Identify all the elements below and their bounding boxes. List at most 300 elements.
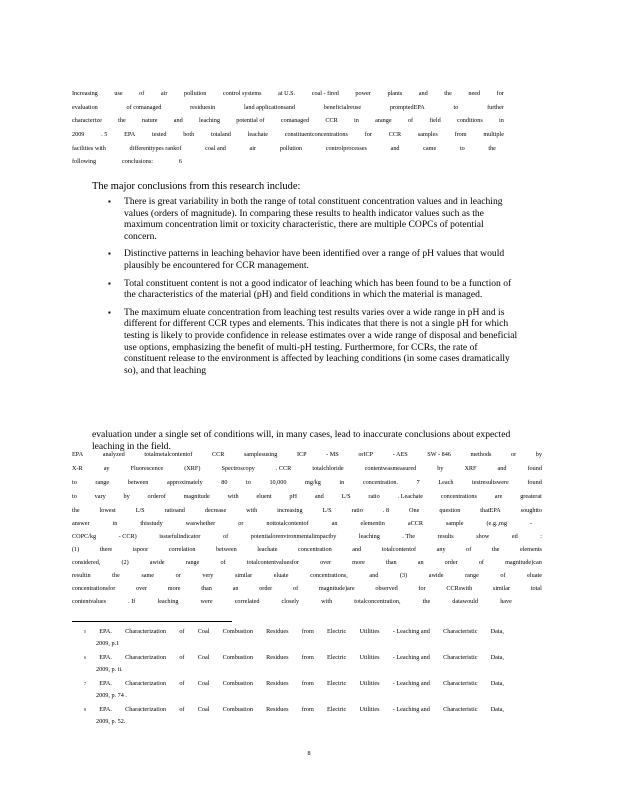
- word: Characterization: [125, 706, 167, 713]
- word: at U.S.: [278, 90, 296, 97]
- word: magnitude)can: [505, 559, 542, 566]
- word: between: [216, 546, 237, 553]
- word: constituentconcentrations: [284, 131, 348, 138]
- word: totalchloride: [312, 465, 344, 472]
- footnote-number: 7: [84, 681, 86, 686]
- word: range: [95, 479, 110, 486]
- intro-line: [72, 145, 496, 153]
- footnote-line: [84, 706, 504, 714]
- word: the: [488, 145, 496, 152]
- analysis-line: [72, 533, 542, 541]
- conclusion-item: [108, 307, 518, 377]
- word: of: [179, 628, 185, 635]
- word: and: [314, 493, 324, 500]
- conclusions-list: [108, 196, 518, 382]
- word: residuesin: [190, 104, 216, 111]
- word: 80: [221, 479, 228, 486]
- word: datawould: [452, 598, 479, 605]
- word: -: [529, 520, 532, 527]
- word: same: [141, 572, 155, 579]
- word: . The: [402, 533, 415, 540]
- word: Utilities: [359, 628, 380, 635]
- word: methods: [470, 451, 492, 458]
- word: (e.g.,mg: [486, 520, 507, 527]
- word: have: [500, 598, 512, 605]
- word: air: [249, 145, 257, 152]
- word: from: [301, 628, 314, 635]
- word: awide: [428, 572, 444, 579]
- word: Characteristic: [443, 654, 478, 661]
- word: X-R: [72, 465, 83, 472]
- word: Data,: [490, 706, 504, 713]
- word: question: [439, 507, 461, 514]
- word: of: [292, 585, 299, 592]
- word: leaching: [198, 117, 220, 124]
- word: eluate: [527, 572, 542, 579]
- word: - Leaching and: [392, 680, 430, 687]
- word: XRF: [464, 465, 477, 472]
- word: elementin: [360, 520, 385, 527]
- word: ICP: [296, 451, 307, 458]
- word: greaterat: [520, 493, 542, 500]
- word: very: [202, 572, 214, 579]
- word: between: [127, 479, 149, 486]
- word: - Leaching and: [392, 706, 430, 713]
- word: are: [494, 493, 503, 500]
- word: to: [453, 104, 459, 111]
- word: were: [200, 598, 213, 605]
- analysis-line: [72, 507, 542, 515]
- conclusion-item: [108, 278, 518, 301]
- footnote-line-2: [96, 666, 123, 674]
- word: nature: [142, 117, 158, 124]
- footnote-line-2: [96, 692, 127, 700]
- intro-line: [72, 131, 504, 139]
- word: waswhether: [185, 520, 216, 527]
- word: land applicationsand: [243, 104, 295, 111]
- intro-line: [72, 104, 504, 112]
- word: show: [476, 533, 490, 540]
- word: Electric: [327, 706, 347, 713]
- word: leaching: [157, 598, 179, 605]
- conclusion-text: The maximum eluate concentration from leaching test results varies over a wide range in pH and is different for different CCR types and elements. This indicates that there is not a single pH for which testing is likely to provide confidence in release estimates over a wide range of disposal and beneficial use options, emphasizing the benefit of multi-pH testing. Furthermore, for CCRs, the rate of constituent release to the environment is affected by leaching conditions (in some cases dramatically so), and that leaching: [124, 306, 518, 376]
- word: promptedEPA: [389, 104, 425, 111]
- footnote-divider: [72, 621, 232, 622]
- word: Data,: [490, 654, 504, 661]
- word: with: [246, 507, 258, 514]
- word: came: [423, 145, 437, 152]
- footnote-line-2: [96, 718, 125, 726]
- word: Characteristic: [443, 680, 478, 687]
- word: from: [301, 654, 314, 661]
- word: and: [352, 546, 362, 553]
- word: Combustion: [222, 654, 253, 661]
- word: L/S: [322, 507, 332, 514]
- word: power: [355, 90, 371, 97]
- word: 6: [178, 158, 182, 165]
- word: both: [183, 131, 195, 138]
- intro-line: [72, 90, 504, 98]
- word: in: [354, 117, 359, 124]
- word: lowest: [99, 507, 116, 514]
- word: tested: [151, 131, 167, 138]
- word: Coal: [197, 654, 210, 661]
- word: Utilities: [359, 706, 380, 713]
- analysis-line: [72, 465, 542, 473]
- word: from: [454, 131, 467, 138]
- word: similar: [234, 572, 253, 579]
- word: the: [118, 117, 126, 124]
- word: One: [409, 507, 420, 514]
- word: found: [527, 479, 542, 486]
- word: ratio: [351, 507, 363, 514]
- analysis-line: [72, 585, 542, 593]
- word: Coal: [197, 680, 210, 687]
- word: Electric: [327, 680, 347, 687]
- word: contentvalues: [72, 598, 107, 605]
- word: . Leachate: [397, 493, 423, 500]
- word: following: [72, 158, 97, 165]
- analysis-line: [72, 493, 542, 501]
- word: magnitude: [183, 493, 210, 500]
- word: and: [173, 117, 183, 124]
- word: range: [185, 559, 200, 566]
- word: Combustion: [222, 706, 253, 713]
- word: and: [497, 465, 507, 472]
- word: field: [429, 117, 441, 124]
- word: leaching: [358, 533, 380, 540]
- word: leachate: [247, 131, 268, 138]
- word: pollution: [279, 145, 303, 152]
- word: totalcontentvaluesfor: [246, 559, 299, 566]
- word: and: [369, 572, 379, 579]
- word: pollution: [183, 90, 207, 97]
- word: use: [114, 90, 123, 97]
- word: there: [99, 546, 113, 553]
- word: magnitude)are: [318, 585, 355, 592]
- word: for: [496, 90, 504, 97]
- word: Characteristic: [443, 706, 478, 713]
- word: soughtto: [520, 507, 542, 514]
- word: Spectroscopy: [221, 465, 255, 472]
- word: in: [112, 520, 118, 527]
- word: leachate: [257, 546, 278, 553]
- word: ay: [103, 465, 110, 472]
- word: CCR: [325, 117, 338, 124]
- word: of comanaged: [126, 104, 162, 111]
- word: evaluation: [72, 104, 98, 111]
- word: eluent: [256, 493, 272, 500]
- word: more: [352, 559, 365, 566]
- word: by: [123, 493, 130, 500]
- word: more: [167, 585, 181, 592]
- word: answer: [72, 520, 90, 527]
- analysis-line: [72, 479, 542, 487]
- analysis-line: [72, 598, 512, 606]
- word: thisstudy: [140, 520, 163, 527]
- word: ratio: [368, 493, 380, 500]
- bullet-icon: ▪: [108, 249, 111, 259]
- conclusions-heading: The major conclusions from this research include:: [92, 181, 301, 192]
- footnote-line-2: [96, 640, 119, 648]
- word: EPA.: [99, 654, 112, 661]
- footnote-line: [84, 628, 504, 636]
- footnote-number: 8: [84, 707, 86, 712]
- word: EPA.: [99, 680, 112, 687]
- word: Characterization: [125, 628, 167, 635]
- conclusion-text: Total constituent content is not a good indicator of leaching which has been found to be a function of the characteristics of the material (pH) and field conditions in which the material is managed.: [124, 277, 512, 301]
- word: of: [179, 706, 185, 713]
- word: of: [139, 90, 145, 97]
- word: the: [444, 90, 452, 97]
- word: vary: [94, 493, 106, 500]
- word: concentrations,: [310, 572, 348, 579]
- word: Data,: [490, 628, 504, 635]
- word: CCRswith: [446, 585, 473, 592]
- word: beneficialreuse: [323, 104, 362, 111]
- word: coal - fired: [311, 90, 339, 97]
- word: of: [478, 559, 484, 566]
- word: observed: [375, 585, 398, 592]
- word: Residues: [266, 628, 289, 635]
- footnote-source: 2009, p. 74 .: [96, 692, 127, 699]
- word: for: [418, 585, 426, 592]
- word: control systems: [222, 90, 262, 97]
- word: of: [466, 546, 472, 553]
- bullet-continuation: evaluation under a single set of conditions will, in many cases, lead to inaccurate conclusions about expected leaching in the field.: [92, 429, 511, 452]
- word: 2009: [72, 131, 85, 138]
- word: than: [385, 559, 397, 566]
- word: over: [320, 559, 332, 566]
- word: plants: [387, 90, 403, 97]
- word: - Leaching and: [392, 628, 430, 635]
- word: found: [527, 465, 542, 472]
- conclusion-text: Distinctive patterns in leaching behavior have been identified over a range of pH values that would plausibly be encountered for CCR management.: [124, 248, 505, 271]
- word: increasing: [277, 507, 303, 514]
- word: differenttypes rankof: [129, 145, 182, 152]
- word: of: [223, 533, 229, 540]
- word: ispoor: [132, 546, 149, 553]
- word: or: [238, 520, 244, 527]
- word: awide: [149, 559, 165, 566]
- word: conclusions:: [122, 158, 153, 165]
- word: EPA.: [99, 706, 112, 713]
- intro-line: [72, 158, 182, 166]
- word: totaland: [210, 131, 231, 138]
- word: - AES: [392, 451, 408, 458]
- word: in: [499, 117, 504, 124]
- word: totalconcentration,: [354, 598, 401, 605]
- word: from: [301, 680, 314, 687]
- word: the: [491, 546, 500, 553]
- word: Utilities: [359, 654, 380, 661]
- word: air: [160, 90, 168, 97]
- word: analyzed: [102, 451, 125, 458]
- word: with: [321, 598, 333, 605]
- word: elements: [519, 546, 542, 553]
- word: pH: [289, 493, 297, 500]
- word: issuefulindicator: [159, 533, 201, 540]
- word: (XRF): [184, 465, 201, 472]
- word: need: [468, 90, 481, 97]
- word: order: [444, 559, 458, 566]
- word: (3): [399, 572, 408, 579]
- word: orderof: [147, 493, 166, 500]
- word: . If: [128, 598, 136, 605]
- word: of: [500, 572, 506, 579]
- word: Leach: [438, 479, 454, 486]
- word: considered,: [72, 559, 101, 566]
- word: multiple: [483, 131, 504, 138]
- footnote-line: [84, 680, 504, 688]
- word: order: [259, 585, 273, 592]
- word: orICP: [358, 451, 374, 458]
- word: and: [418, 90, 428, 97]
- word: - Leaching and: [392, 654, 430, 661]
- word: than: [201, 585, 212, 592]
- word: Data,: [490, 680, 504, 687]
- footnote-number: 6: [84, 655, 86, 660]
- word: an: [417, 559, 424, 566]
- word: Coal: [197, 628, 210, 635]
- word: CCR: [388, 131, 402, 138]
- word: the: [112, 572, 120, 579]
- word: eluate: [273, 572, 289, 579]
- analysis-line: [72, 572, 542, 580]
- word: any: [436, 546, 446, 553]
- word: Residues: [266, 654, 289, 661]
- word: - MS: [326, 451, 339, 458]
- analysis-line: [72, 520, 532, 528]
- word: to: [246, 479, 251, 486]
- word: potential of: [236, 117, 265, 124]
- word: nottotalcontentof: [266, 520, 309, 527]
- word: to: [72, 493, 77, 500]
- word: results: [437, 533, 454, 540]
- word: comanaged: [280, 117, 310, 124]
- word: to: [459, 145, 465, 152]
- word: to: [72, 479, 77, 486]
- word: similar: [492, 585, 511, 592]
- word: EPA: [124, 131, 136, 138]
- word: concentrations: [440, 493, 477, 500]
- word: Utilities: [359, 680, 380, 687]
- word: further: [487, 104, 504, 111]
- word: concentration.: [362, 479, 399, 486]
- word: arange: [375, 117, 392, 124]
- word: or: [175, 572, 181, 579]
- word: EPA: [72, 451, 84, 458]
- word: Residues: [266, 706, 289, 713]
- word: Characterization: [125, 654, 167, 661]
- word: samplesusing: [244, 451, 278, 458]
- word: samples: [417, 131, 438, 138]
- word: aCCR: [407, 520, 423, 527]
- word: decrease: [204, 507, 227, 514]
- word: Characterization: [125, 680, 167, 687]
- word: ed: [511, 533, 518, 540]
- word: Electric: [327, 628, 347, 635]
- word: Residues: [266, 680, 289, 687]
- word: testresultswere: [472, 479, 509, 486]
- word: concentrationsfor: [72, 585, 116, 592]
- word: with: [227, 493, 239, 500]
- conclusion-text: There is great variability in both the range of total constituent concentration values and in leaching values (orders of magnitude). In comparing these results to health indicator values such as the maximum concentration limit or toxicity characteristic, there are multiple COPCs of potential concern.: [124, 196, 503, 242]
- word: controlprocesses: [325, 145, 367, 152]
- word: closely: [281, 598, 300, 605]
- word: Coal: [197, 706, 210, 713]
- word: (2): [121, 559, 129, 566]
- word: conditions: [456, 117, 483, 124]
- bullet-icon: ▪: [108, 278, 111, 288]
- word: ratioand: [164, 507, 185, 514]
- word: total: [530, 585, 542, 592]
- analysis-line: [72, 546, 542, 554]
- word: of: [220, 559, 226, 566]
- word: . 8: [382, 507, 390, 514]
- word: resultin: [72, 572, 91, 579]
- word: and: [390, 145, 400, 152]
- word: :: [540, 533, 542, 540]
- word: approximately: [166, 479, 203, 486]
- word: contentwasmeasured: [364, 465, 417, 472]
- word: Combustion: [222, 680, 253, 687]
- bullet-icon: ▪: [108, 307, 111, 317]
- word: over: [136, 585, 148, 592]
- word: facilities with: [72, 145, 106, 152]
- footnote-number: 5: [84, 629, 86, 634]
- word: totalmetalcontentof: [144, 451, 193, 458]
- word: an: [232, 585, 239, 592]
- word: range: [465, 572, 479, 579]
- word: or: [511, 451, 517, 458]
- bullet-icon: ▪: [108, 197, 111, 206]
- word: the: [72, 507, 80, 514]
- word: - CCR): [118, 533, 137, 540]
- word: from: [301, 706, 314, 713]
- word: in: [339, 479, 345, 486]
- word: totalcontentof: [381, 546, 417, 553]
- word: SW - 846: [427, 451, 451, 458]
- word: potentialorenvironmentalimpactby: [250, 533, 337, 540]
- word: correlation: [168, 546, 196, 553]
- word: Characteristic: [443, 628, 478, 635]
- footnote-source: 2009, p.1: [96, 640, 120, 647]
- word: thatEPA: [480, 507, 501, 514]
- word: the: [422, 598, 431, 605]
- word: 7: [416, 479, 420, 486]
- footnote-line: [84, 654, 504, 662]
- word: sample: [445, 520, 464, 527]
- word: concentration: [298, 546, 332, 553]
- intro-line: [72, 117, 504, 125]
- conclusion-item: [108, 196, 518, 242]
- page-number: 8: [307, 750, 311, 757]
- analysis-line: [72, 559, 542, 567]
- word: by: [535, 451, 542, 458]
- word: L/S: [135, 507, 145, 514]
- footnote-source: 2009, p. ii.: [96, 666, 123, 673]
- word: mg/kg: [305, 479, 321, 486]
- conclusion-item: [108, 248, 518, 271]
- word: of: [179, 680, 185, 687]
- word: CCR: [212, 451, 225, 458]
- word: EPA.: [99, 628, 112, 635]
- footnote-source: 2009, p. 52.: [96, 718, 126, 725]
- word: Electric: [327, 654, 347, 661]
- word: Fluorescence: [130, 465, 164, 472]
- word: of: [179, 654, 185, 661]
